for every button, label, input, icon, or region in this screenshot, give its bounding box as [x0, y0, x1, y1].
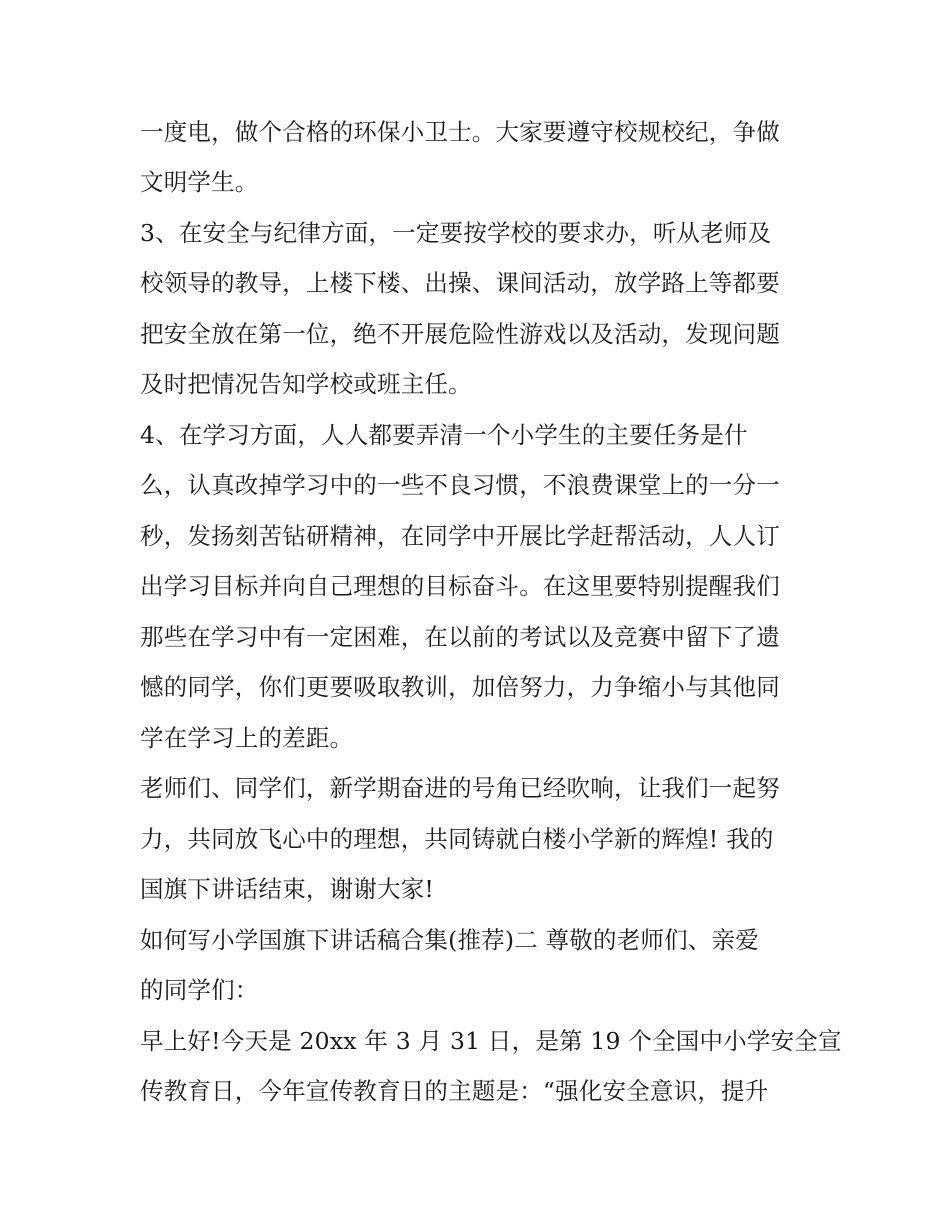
text-line: 学在学习上的差距。: [140, 724, 354, 752]
text-line: 一度电，做个合格的环保小卫士。大家要遵守校规校纪，争做: [140, 118, 780, 146]
text-line: 文明学生。: [140, 168, 259, 196]
text-line: 早上好!今天是 20xx 年 3 月 31 日，是第 19 个全国中小学安全宣: [140, 1027, 842, 1055]
text-line: 么，认真改掉学习中的一些不良习惯，不浪费课堂上的一分一: [140, 471, 780, 499]
text-line: 国旗下讲话结束，谢谢大家!: [140, 875, 435, 903]
text-line: 传教育日，今年宣传教育日的主题是：“强化安全意识，提升: [140, 1077, 769, 1105]
text-line: 憾的同学，你们更要吸取教训，加倍努力，力争缩小与其他同: [140, 673, 780, 701]
text-line: 的同学们：: [140, 976, 259, 1004]
text-line: 如何写小学国旗下讲话稿合集(推荐)二 尊敬的老师们、亲爱: [140, 926, 759, 954]
text-line: 出学习目标并向自己理想的目标奋斗。在这里要特别提醒我们: [140, 572, 780, 600]
text-line: 秒，发扬刻苦钻研精神，在同学中开展比学赶帮活动，人人订: [140, 522, 780, 550]
text-line: 老师们、同学们，新学期奋进的号角已经吹响，让我们一起努: [140, 774, 780, 802]
text-line: 3、在安全与纪律方面，一定要按学校的要求办，听从老师及: [140, 219, 772, 247]
text-line: 4、在学习方面，人人都要弄清一个小学生的主要任务是什: [140, 421, 748, 449]
text-line: 校领导的教导，上楼下楼、出操、课间活动，放学路上等都要: [140, 269, 780, 297]
text-line: 及时把情况告知学校或班主任。: [140, 370, 472, 398]
text-line: 把安全放在第一位，绝不开展危险性游戏以及活动，发现问题: [140, 320, 780, 348]
text-line: 那些在学习中有一定困难，在以前的考试以及竞赛中留下了遗: [140, 623, 780, 651]
text-line: 力，共同放飞心中的理想，共同铸就白楼小学新的辉煌! 我的: [140, 825, 774, 853]
